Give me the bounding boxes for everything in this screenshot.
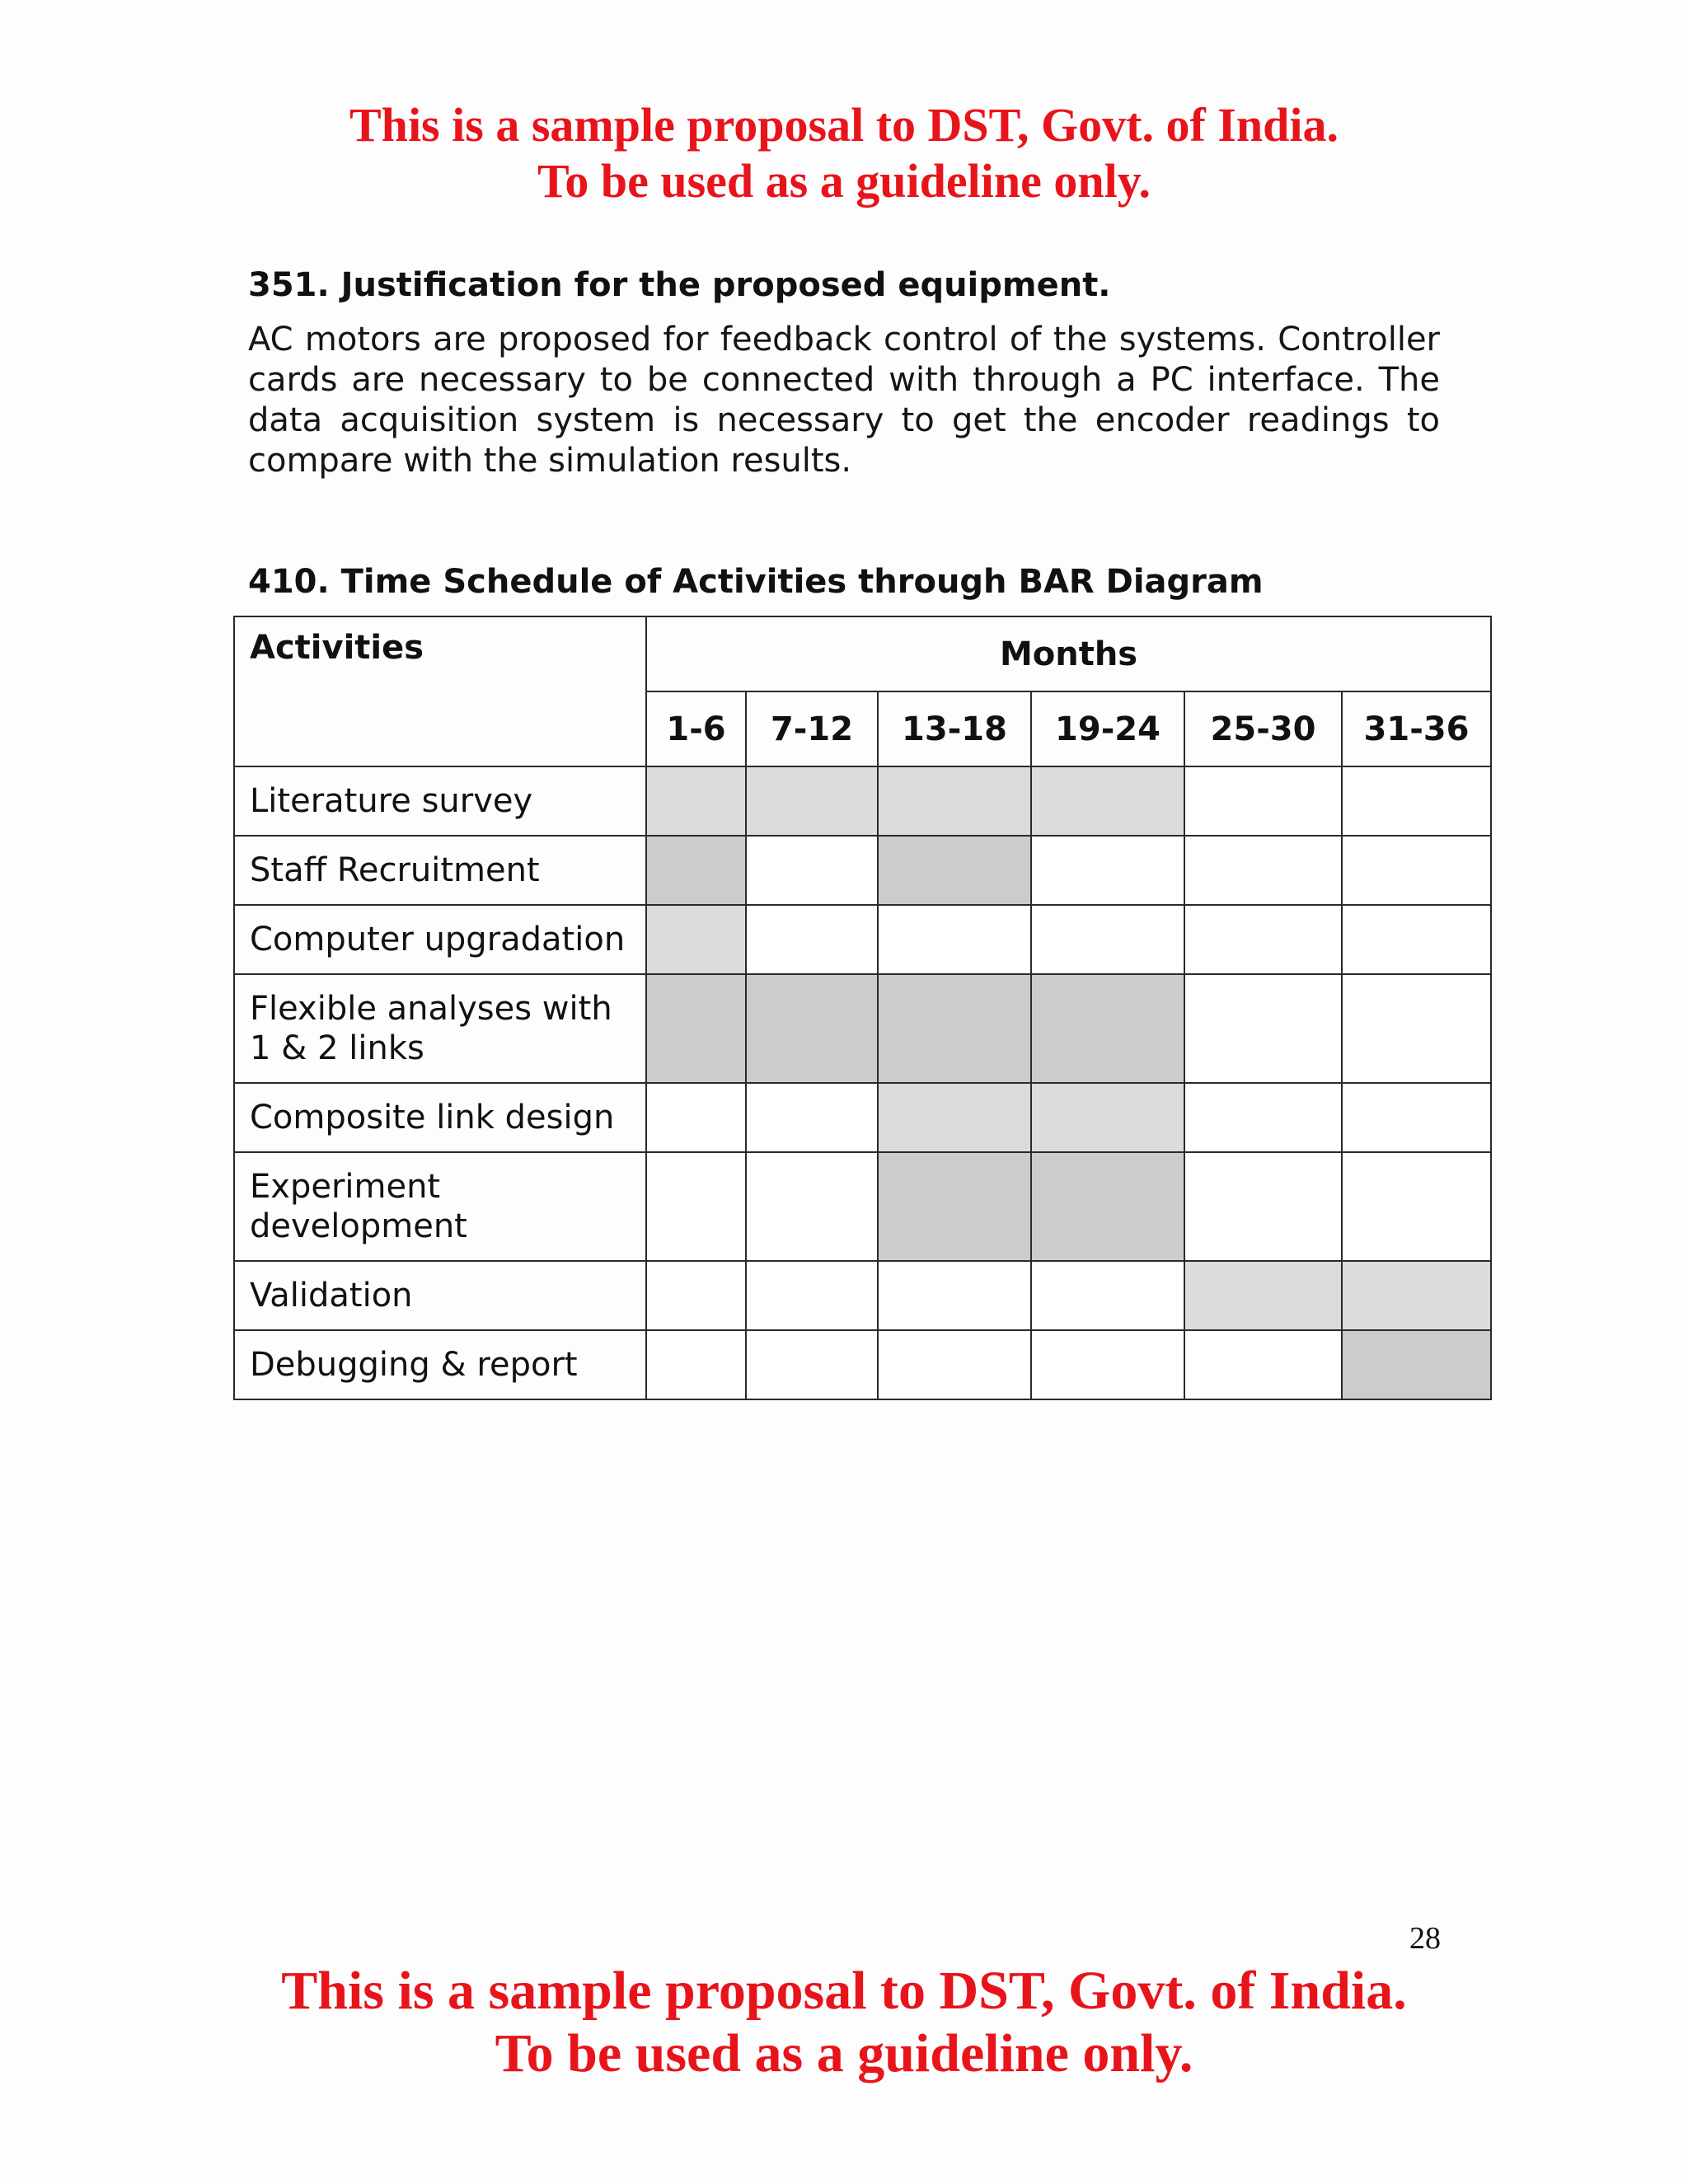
schedule-cell-empty bbox=[1342, 1152, 1491, 1261]
table-row bbox=[234, 836, 1491, 905]
banner-line-1: This is a sample proposal to DST, Govt. of India. bbox=[349, 98, 1339, 152]
schedule-bar-cell bbox=[878, 836, 1031, 905]
banner-line-1: This is a sample proposal to DST, Govt. of India. bbox=[281, 1961, 1407, 2021]
schedule-cell-empty bbox=[1184, 974, 1342, 1083]
schedule-cell-empty bbox=[1184, 1330, 1342, 1399]
schedule-cell-empty bbox=[746, 1083, 878, 1152]
schedule-cell-empty bbox=[878, 1330, 1031, 1399]
schedule-cell-empty bbox=[1342, 1083, 1491, 1152]
schedule-bar-cell bbox=[1342, 1330, 1491, 1399]
schedule-bar-cell bbox=[1031, 1083, 1184, 1152]
schedule-cell-empty bbox=[1184, 766, 1342, 836]
schedule-cell-empty bbox=[1184, 905, 1342, 974]
schedule-cell-empty bbox=[746, 905, 878, 974]
schedule-cell-empty bbox=[1031, 905, 1184, 974]
schedule-bar-cell bbox=[1184, 1261, 1342, 1330]
schedule-bar-cell bbox=[1031, 766, 1184, 836]
schedule-bar-cell bbox=[746, 974, 878, 1083]
schedule-cell-empty bbox=[1342, 836, 1491, 905]
schedule-bar-cell bbox=[878, 1152, 1031, 1261]
table-row bbox=[234, 905, 1491, 974]
activity-label: Composite link design bbox=[234, 1083, 646, 1152]
schedule-bar-cell bbox=[878, 1083, 1031, 1152]
bar-schedule-table bbox=[233, 616, 1492, 1400]
banner-line-2: To be used as a guideline only. bbox=[495, 2023, 1193, 2083]
schedule-cell-empty bbox=[1031, 1261, 1184, 1330]
justification-paragraph: AC motors are proposed for feedback control of the systems. Controller cards are necessary to be connected with through a PC interface. The data acquisition system is necessary to get the encoder readings to compare with the simulation results. bbox=[248, 321, 1440, 480]
schedule-cell-empty bbox=[1342, 766, 1491, 836]
table-row bbox=[234, 1152, 1491, 1261]
schedule-cell-empty bbox=[746, 836, 878, 905]
activity-label: Staff Recruitment bbox=[234, 836, 646, 905]
header-activities: Activities bbox=[234, 616, 646, 766]
schedule-bar-cell bbox=[646, 766, 746, 836]
month-range-7-12: 7-12 bbox=[746, 691, 878, 766]
schedule-bar-cell bbox=[878, 766, 1031, 836]
watermark-banner-bottom bbox=[0, 1960, 1688, 2085]
schedule-bar-cell bbox=[746, 766, 878, 836]
schedule-cell-empty bbox=[646, 1152, 746, 1261]
banner-line-2: To be used as a guideline only. bbox=[537, 154, 1151, 208]
schedule-cell-empty bbox=[1342, 905, 1491, 974]
schedule-cell-empty bbox=[878, 1261, 1031, 1330]
schedule-cell-empty bbox=[1184, 836, 1342, 905]
schedule-cell-empty bbox=[1031, 836, 1184, 905]
activity-label: Experiment development bbox=[234, 1152, 646, 1261]
activity-label: Validation bbox=[234, 1261, 646, 1330]
month-range-19-24: 19-24 bbox=[1031, 691, 1184, 766]
month-range-13-18: 13-18 bbox=[878, 691, 1031, 766]
schedule-cell-empty bbox=[1184, 1083, 1342, 1152]
schedule-cell-empty bbox=[646, 1261, 746, 1330]
schedule-bar-cell bbox=[1031, 974, 1184, 1083]
activity-label: Computer upgradation bbox=[234, 905, 646, 974]
page-number: 28 bbox=[1409, 1921, 1441, 1956]
schedule-cell-empty bbox=[746, 1152, 878, 1261]
schedule-cell-empty bbox=[746, 1261, 878, 1330]
schedule-cell-empty bbox=[878, 905, 1031, 974]
schedule-cell-empty bbox=[646, 1083, 746, 1152]
section-heading-351: 351. Justification for the proposed equipment. bbox=[248, 266, 1111, 304]
schedule-cell-empty bbox=[1031, 1330, 1184, 1399]
schedule-bar-cell bbox=[646, 974, 746, 1083]
table-row bbox=[234, 974, 1491, 1083]
table-row bbox=[234, 1261, 1491, 1330]
schedule-bar-cell bbox=[1031, 1152, 1184, 1261]
watermark-banner-top bbox=[0, 97, 1688, 209]
schedule-body bbox=[234, 766, 1491, 1399]
section-heading-410: 410. Time Schedule of Activities through BAR Diagram bbox=[248, 563, 1264, 601]
month-range-1-6: 1-6 bbox=[646, 691, 746, 766]
schedule-bar-cell bbox=[646, 905, 746, 974]
month-range-25-30: 25-30 bbox=[1184, 691, 1342, 766]
activity-label: Flexible analyses with 1 & 2 links bbox=[234, 974, 646, 1083]
table-row bbox=[234, 1083, 1491, 1152]
schedule-cell-empty bbox=[1342, 974, 1491, 1083]
activity-label: Debugging & report bbox=[234, 1330, 646, 1399]
table-row bbox=[234, 1330, 1491, 1399]
header-months: Months bbox=[646, 616, 1491, 691]
schedule-cell-empty bbox=[1184, 1152, 1342, 1261]
schedule-bar-cell bbox=[646, 836, 746, 905]
schedule-cell-empty bbox=[646, 1330, 746, 1399]
activity-label: Literature survey bbox=[234, 766, 646, 836]
schedule-bar-cell bbox=[878, 974, 1031, 1083]
month-range-31-36: 31-36 bbox=[1342, 691, 1491, 766]
table-row bbox=[234, 766, 1491, 836]
schedule-bar-cell bbox=[1342, 1261, 1491, 1330]
schedule-cell-empty bbox=[746, 1330, 878, 1399]
